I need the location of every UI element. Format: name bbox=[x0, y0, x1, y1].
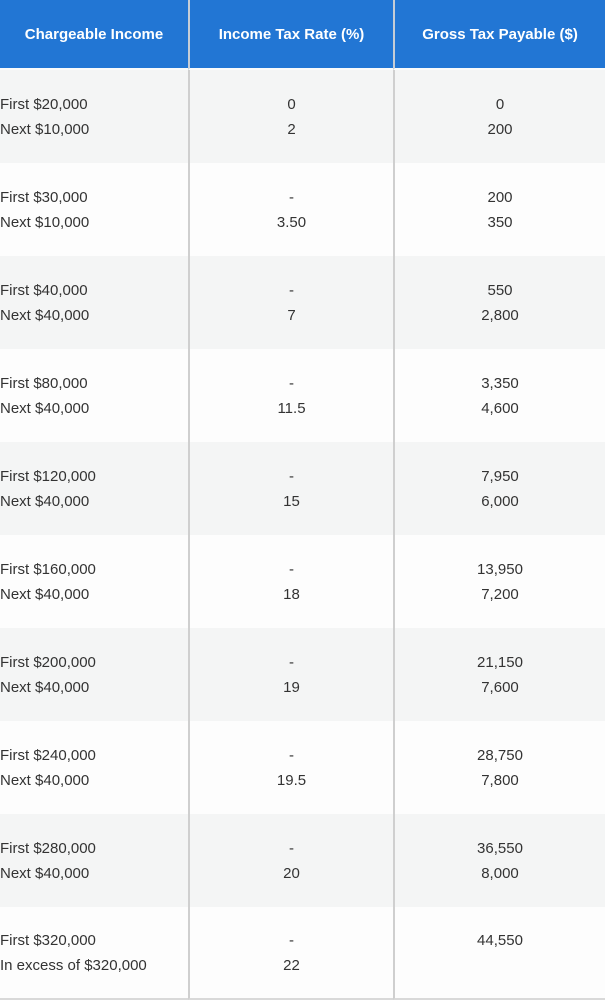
table-row bbox=[0, 628, 605, 721]
tax-next: 4,600 bbox=[481, 399, 519, 417]
tax-payable-cell bbox=[393, 628, 605, 721]
table-row bbox=[0, 442, 605, 535]
income-tier-first: First $320,000 bbox=[0, 931, 96, 949]
income-tier-next: Next $40,000 bbox=[0, 864, 90, 882]
income-tier-first: First $120,000 bbox=[0, 467, 96, 485]
rate-first: - bbox=[289, 839, 294, 857]
tax-rate-cell bbox=[188, 70, 393, 163]
rate-first: - bbox=[289, 281, 294, 299]
header-row bbox=[0, 0, 605, 70]
rate-next: 20 bbox=[283, 864, 300, 882]
income-tier-next: Next $40,000 bbox=[0, 678, 90, 696]
tax-rate-cell bbox=[188, 721, 393, 814]
tax-next: 200 bbox=[487, 120, 513, 138]
chargeable-income-cell bbox=[0, 442, 188, 535]
tax-next: 2,800 bbox=[481, 306, 519, 324]
rate-next: 19.5 bbox=[276, 771, 307, 789]
tax-payable-cell bbox=[393, 70, 605, 163]
header-income-tax-rate: Income Tax Rate (%) bbox=[188, 0, 393, 70]
tax-next: 6,000 bbox=[481, 492, 519, 510]
tax-payable-cell bbox=[393, 535, 605, 628]
rate-first: - bbox=[289, 746, 294, 764]
rate-next: 11.5 bbox=[277, 399, 306, 417]
header-gross-tax-payable: Gross Tax Payable ($) bbox=[393, 0, 605, 70]
income-tier-next: Next $40,000 bbox=[0, 399, 90, 417]
table-header bbox=[0, 0, 605, 70]
tax-next: 350 bbox=[487, 213, 513, 231]
table-row bbox=[0, 535, 605, 628]
income-tier-next: Next $40,000 bbox=[0, 771, 90, 789]
tax-first: 28,750 bbox=[477, 746, 523, 764]
tax-first: 550 bbox=[487, 281, 513, 299]
tax-first: 36,550 bbox=[477, 839, 523, 857]
rate-first: - bbox=[289, 374, 294, 392]
rate-next: 18 bbox=[283, 585, 300, 603]
tax-first: 200 bbox=[487, 188, 513, 206]
income-tier-next: Next $10,000 bbox=[0, 120, 90, 138]
income-tier-first: First $200,000 bbox=[0, 653, 96, 671]
rate-first: - bbox=[289, 560, 294, 578]
table-row bbox=[0, 907, 605, 1000]
tax-rate-cell bbox=[188, 442, 393, 535]
rate-first: - bbox=[289, 188, 294, 206]
chargeable-income-cell bbox=[0, 721, 188, 814]
chargeable-income-cell bbox=[0, 535, 188, 628]
rate-first: - bbox=[289, 467, 294, 485]
income-tier-first: First $40,000 bbox=[0, 281, 88, 299]
tax-payable-cell bbox=[393, 814, 605, 907]
table-body bbox=[0, 70, 605, 1000]
table-row bbox=[0, 721, 605, 814]
tax-first: 3,350 bbox=[481, 374, 519, 392]
tax-first: 7,950 bbox=[481, 467, 519, 485]
tax-next: 8,000 bbox=[481, 864, 519, 882]
rate-next: 7 bbox=[287, 306, 296, 324]
tax-rate-cell bbox=[188, 907, 393, 1000]
tax-rate-cell bbox=[188, 535, 393, 628]
rate-next: 3.50 bbox=[276, 213, 307, 231]
income-tier-first: First $280,000 bbox=[0, 839, 96, 857]
tax-payable-cell bbox=[393, 349, 605, 442]
tax-first: 0 bbox=[495, 95, 505, 113]
tax-first: 13,950 bbox=[477, 560, 523, 578]
chargeable-income-cell bbox=[0, 163, 188, 256]
tax-rate-cell bbox=[188, 163, 393, 256]
table-row bbox=[0, 349, 605, 442]
tax-next: 7,600 bbox=[481, 678, 519, 696]
chargeable-income-cell bbox=[0, 814, 188, 907]
income-tier-first: First $80,000 bbox=[0, 374, 88, 392]
tax-first: 21,150 bbox=[477, 653, 523, 671]
table-row bbox=[0, 163, 605, 256]
chargeable-income-cell bbox=[0, 70, 188, 163]
tax-first: 44,550 bbox=[477, 931, 523, 949]
income-tier-first: First $30,000 bbox=[0, 188, 88, 206]
tax-payable-cell bbox=[393, 907, 605, 1000]
rate-next: 2 bbox=[287, 120, 296, 138]
income-tier-next: Next $40,000 bbox=[0, 306, 90, 324]
income-tier-first: First $20,000 bbox=[0, 95, 88, 113]
income-tier-next: In excess of $320,000 bbox=[0, 956, 147, 974]
tax-payable-cell bbox=[393, 163, 605, 256]
header-chargeable-income: Chargeable Income bbox=[0, 0, 188, 70]
income-tier-next: Next $40,000 bbox=[0, 585, 90, 603]
income-tier-next: Next $40,000 bbox=[0, 492, 90, 510]
tax-next: 7,200 bbox=[481, 585, 519, 603]
tax-rate-cell bbox=[188, 256, 393, 349]
rate-next: 19 bbox=[283, 678, 300, 696]
table-row bbox=[0, 70, 605, 163]
chargeable-income-cell bbox=[0, 349, 188, 442]
chargeable-income-cell bbox=[0, 628, 188, 721]
income-tier-next: Next $10,000 bbox=[0, 213, 90, 231]
rate-first: - bbox=[289, 931, 294, 949]
tax-rate-cell bbox=[188, 814, 393, 907]
rate-next: 22 bbox=[283, 956, 300, 974]
table-row bbox=[0, 814, 605, 907]
tax-payable-cell bbox=[393, 256, 605, 349]
chargeable-income-cell bbox=[0, 256, 188, 349]
rate-first: - bbox=[289, 653, 294, 671]
rate-next: 15 bbox=[283, 492, 300, 510]
tax-rate-cell bbox=[188, 628, 393, 721]
table-row bbox=[0, 256, 605, 349]
tax-next bbox=[395, 953, 605, 978]
rate-first: 0 bbox=[287, 95, 296, 113]
tax-next: 7,800 bbox=[481, 771, 519, 789]
tax-payable-cell bbox=[393, 721, 605, 814]
tax-payable-cell bbox=[393, 442, 605, 535]
income-tier-first: First $160,000 bbox=[0, 560, 96, 578]
chargeable-income-cell bbox=[0, 907, 188, 1000]
income-tier-first: First $240,000 bbox=[0, 746, 96, 764]
tax-rate-cell bbox=[188, 349, 393, 442]
